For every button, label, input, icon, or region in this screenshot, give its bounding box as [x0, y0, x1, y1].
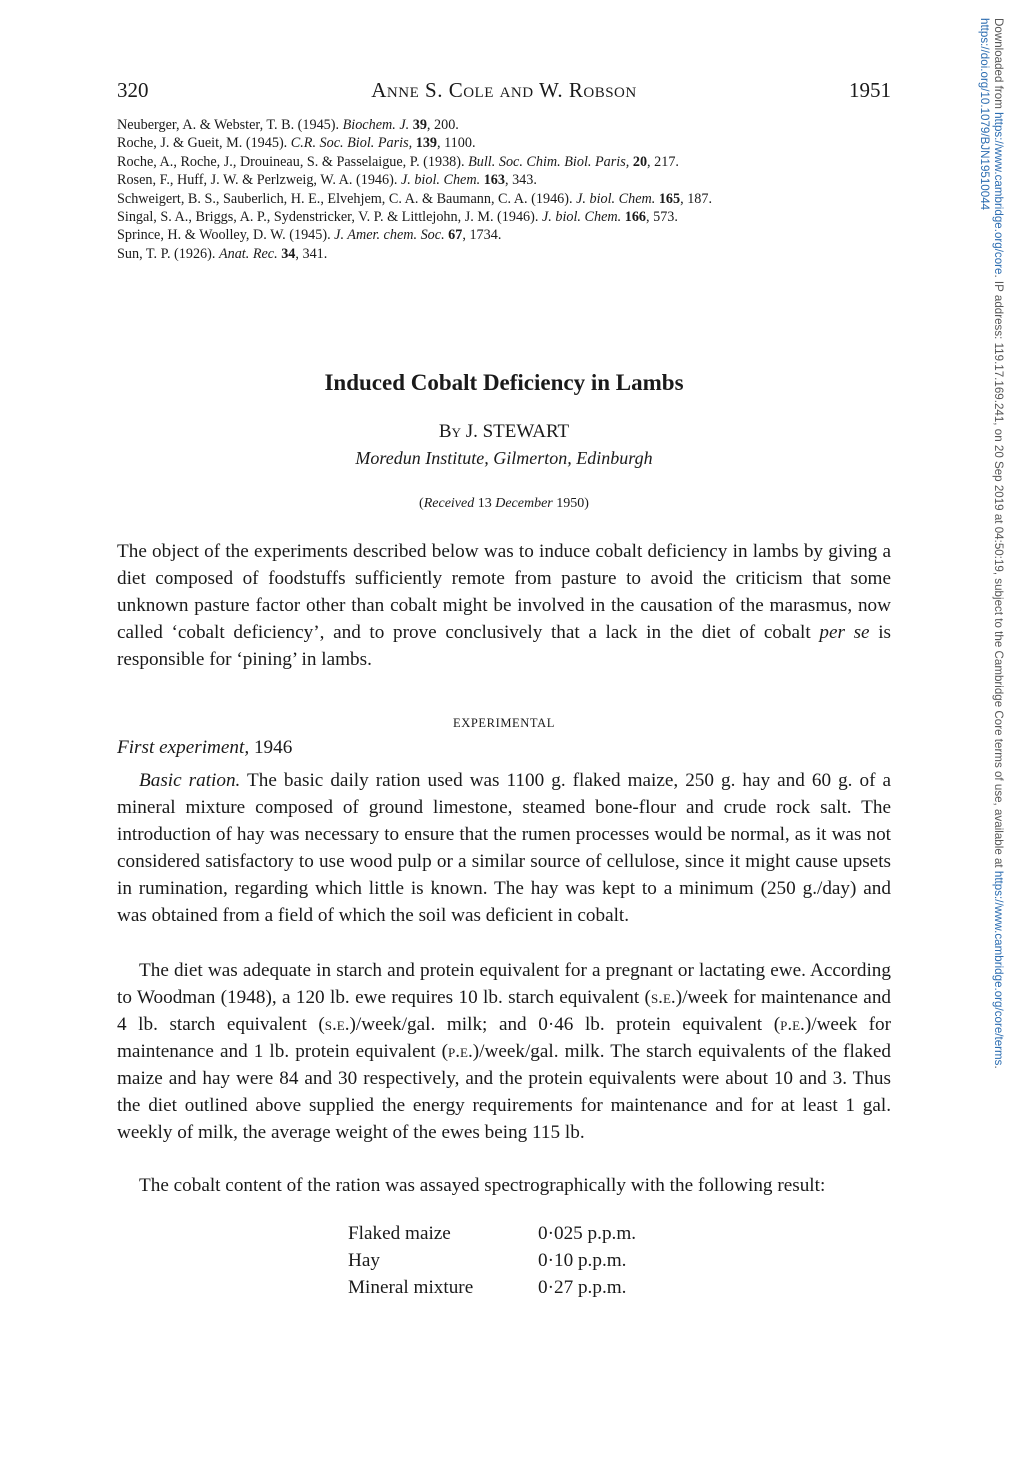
author-affiliation: Moredun Institute, Gilmerton, Edinburgh: [355, 448, 653, 468]
page-number: 320: [117, 78, 149, 102]
section-heading-experimental: EXPERIMENTAL: [452, 716, 556, 730]
running-year: 1951: [849, 78, 891, 102]
reference-item: Roche, A., Roche, J., Drouineau, S. & Passelaigue, P. (1938). Bull. Soc. Chim. Biol. Paris, 20, 217.: [117, 153, 679, 170]
table-cell-name: Hay: [348, 1250, 380, 1271]
reference-item: Neuberger, A. & Webster, T. B. (1945). Biochem. J. 39, 200.: [117, 117, 459, 133]
table-cell-value: 0·10 p.p.m.: [538, 1250, 627, 1271]
cobalt-content-table: [348, 1220, 636, 1301]
paragraph-basic-ration: Basic ration. The basic daily ration used was 1100 g. flaked maize, 250 g. hay and 60 g. of a mineral mixture composed of ground limestone, steamed bone-flour and crude rock salt. The introduction of hay was necessary to ensure that the rumen processes would be normal, as it was not considered satisfactory to use wood pulp or a similar source of cellulose, since it might cause upsets in rumination, regarding which little is known. The hay was kept to a minimum (250 g./day) and was obtained from a field of which the soil was deficient in cobalt.: [117, 770, 892, 926]
table-cell-name: Flaked maize: [348, 1223, 451, 1244]
cambridge-core-link[interactable]: https://www.cambridge.org/core: [992, 112, 1005, 275]
download-notice: [977, 18, 1005, 1358]
table-row: [348, 1247, 636, 1274]
reference-item: Rosen, F., Huff, J. W. & Perlzweig, W. A. (1946). J. biol. Chem. 163, 343.: [117, 172, 537, 189]
abstract-paragraph: The object of the experiments described below was to induce cobalt deficiency in lambs by giving a diet composed of foodstuffs sufficiently remote from pasture to avoid the criticism that some unknown pasture factor other than cobalt might be involved in the causation of the marasmus, now called ‘cobalt deficiency’, and to prove conclusively that a lack in the diet of cobalt per se is responsible for ‘pining’ in lambs.: [117, 541, 892, 670]
reference-item: Sun, T. P. (1926). Anat. Rec. 34, 341.: [117, 245, 328, 262]
paragraph-diet-requirements: The diet was adequate in starch and protein equivalent for a pregnant or lactating ewe. According to Woodman (1948), a 120 lb. ewe requires 10 lb. starch equivalent (s.e.)/week for maintenance and 4 lb. starch equivalent (s.e.)/week/gal. milk; and 0·46 lb. protein equivalent (p.e.)/week for maintenance and 1 lb. protein equivalent (p.e.)/week/gal. milk. The starch equivalents of the flaked maize and hay were 84 and 30 respectively, and the protein equivalents were about 10 and 3. Thus the diet outlined above supplied the energy requirements for maintenance and for at least 1 gal. weekly of milk, the average weight of the ewes being 115 lb.: [117, 960, 892, 1143]
subsection-heading: First experiment, 1946: [117, 737, 293, 758]
cambridge-terms-link[interactable]: https://www.cambridge.org/core/terms: [992, 870, 1005, 1066]
reference-item: Singal, S. A., Briggs, A. P., Sydenstricker, V. P. & Littlejohn, J. M. (1946). J. biol. Chem. 166, 573.: [117, 209, 678, 226]
article-title: Induced Cobalt Deficiency in Lambs: [324, 370, 684, 395]
table-cell-value: 0·025 p.p.m.: [538, 1223, 637, 1244]
download-notice-line: Downloaded from https://www.cambridge.org/core. IP address: 119.17.169.241, on 20 Sep 2019 at 04:50:19, subject to the Cambridge Core terms of use, available at https://www.cambridge.org/core/terms.: [992, 18, 1005, 1069]
running-title: Anne S. Cole and W. Robson: [371, 78, 637, 102]
reference-item: Schweigert, B. S., Sauberlich, H. E., Elvehjem, C. A. & Baumann, C. A. (1946). J. biol. Chem. 165, 187.: [117, 190, 713, 207]
article-author: By J. STEWART: [438, 421, 570, 442]
table-cell-name: Mineral mixture: [348, 1277, 474, 1298]
paragraph-cobalt-content: The cobalt content of the ration was assayed spectrographically with the following result:: [139, 1175, 826, 1196]
reference-item: Roche, J. & Gueit, M. (1945). C.R. Soc. Biol. Paris, 139, 1100.: [117, 135, 476, 152]
running-head: [117, 78, 891, 108]
reference-item: Sprince, H. & Woolley, D. W. (1945). J. Amer. chem. Soc. 67, 1734.: [117, 227, 502, 244]
table-cell-value: 0·27 p.p.m.: [538, 1277, 627, 1298]
reference-list: [117, 116, 897, 263]
table-row: [348, 1220, 636, 1247]
table-row: [348, 1274, 636, 1301]
doi-line: [977, 18, 991, 1358]
received-date: (Received 13 December 1950): [419, 496, 589, 511]
doi-link[interactable]: https://doi.org/10.1079/BJN19510044: [978, 18, 991, 211]
